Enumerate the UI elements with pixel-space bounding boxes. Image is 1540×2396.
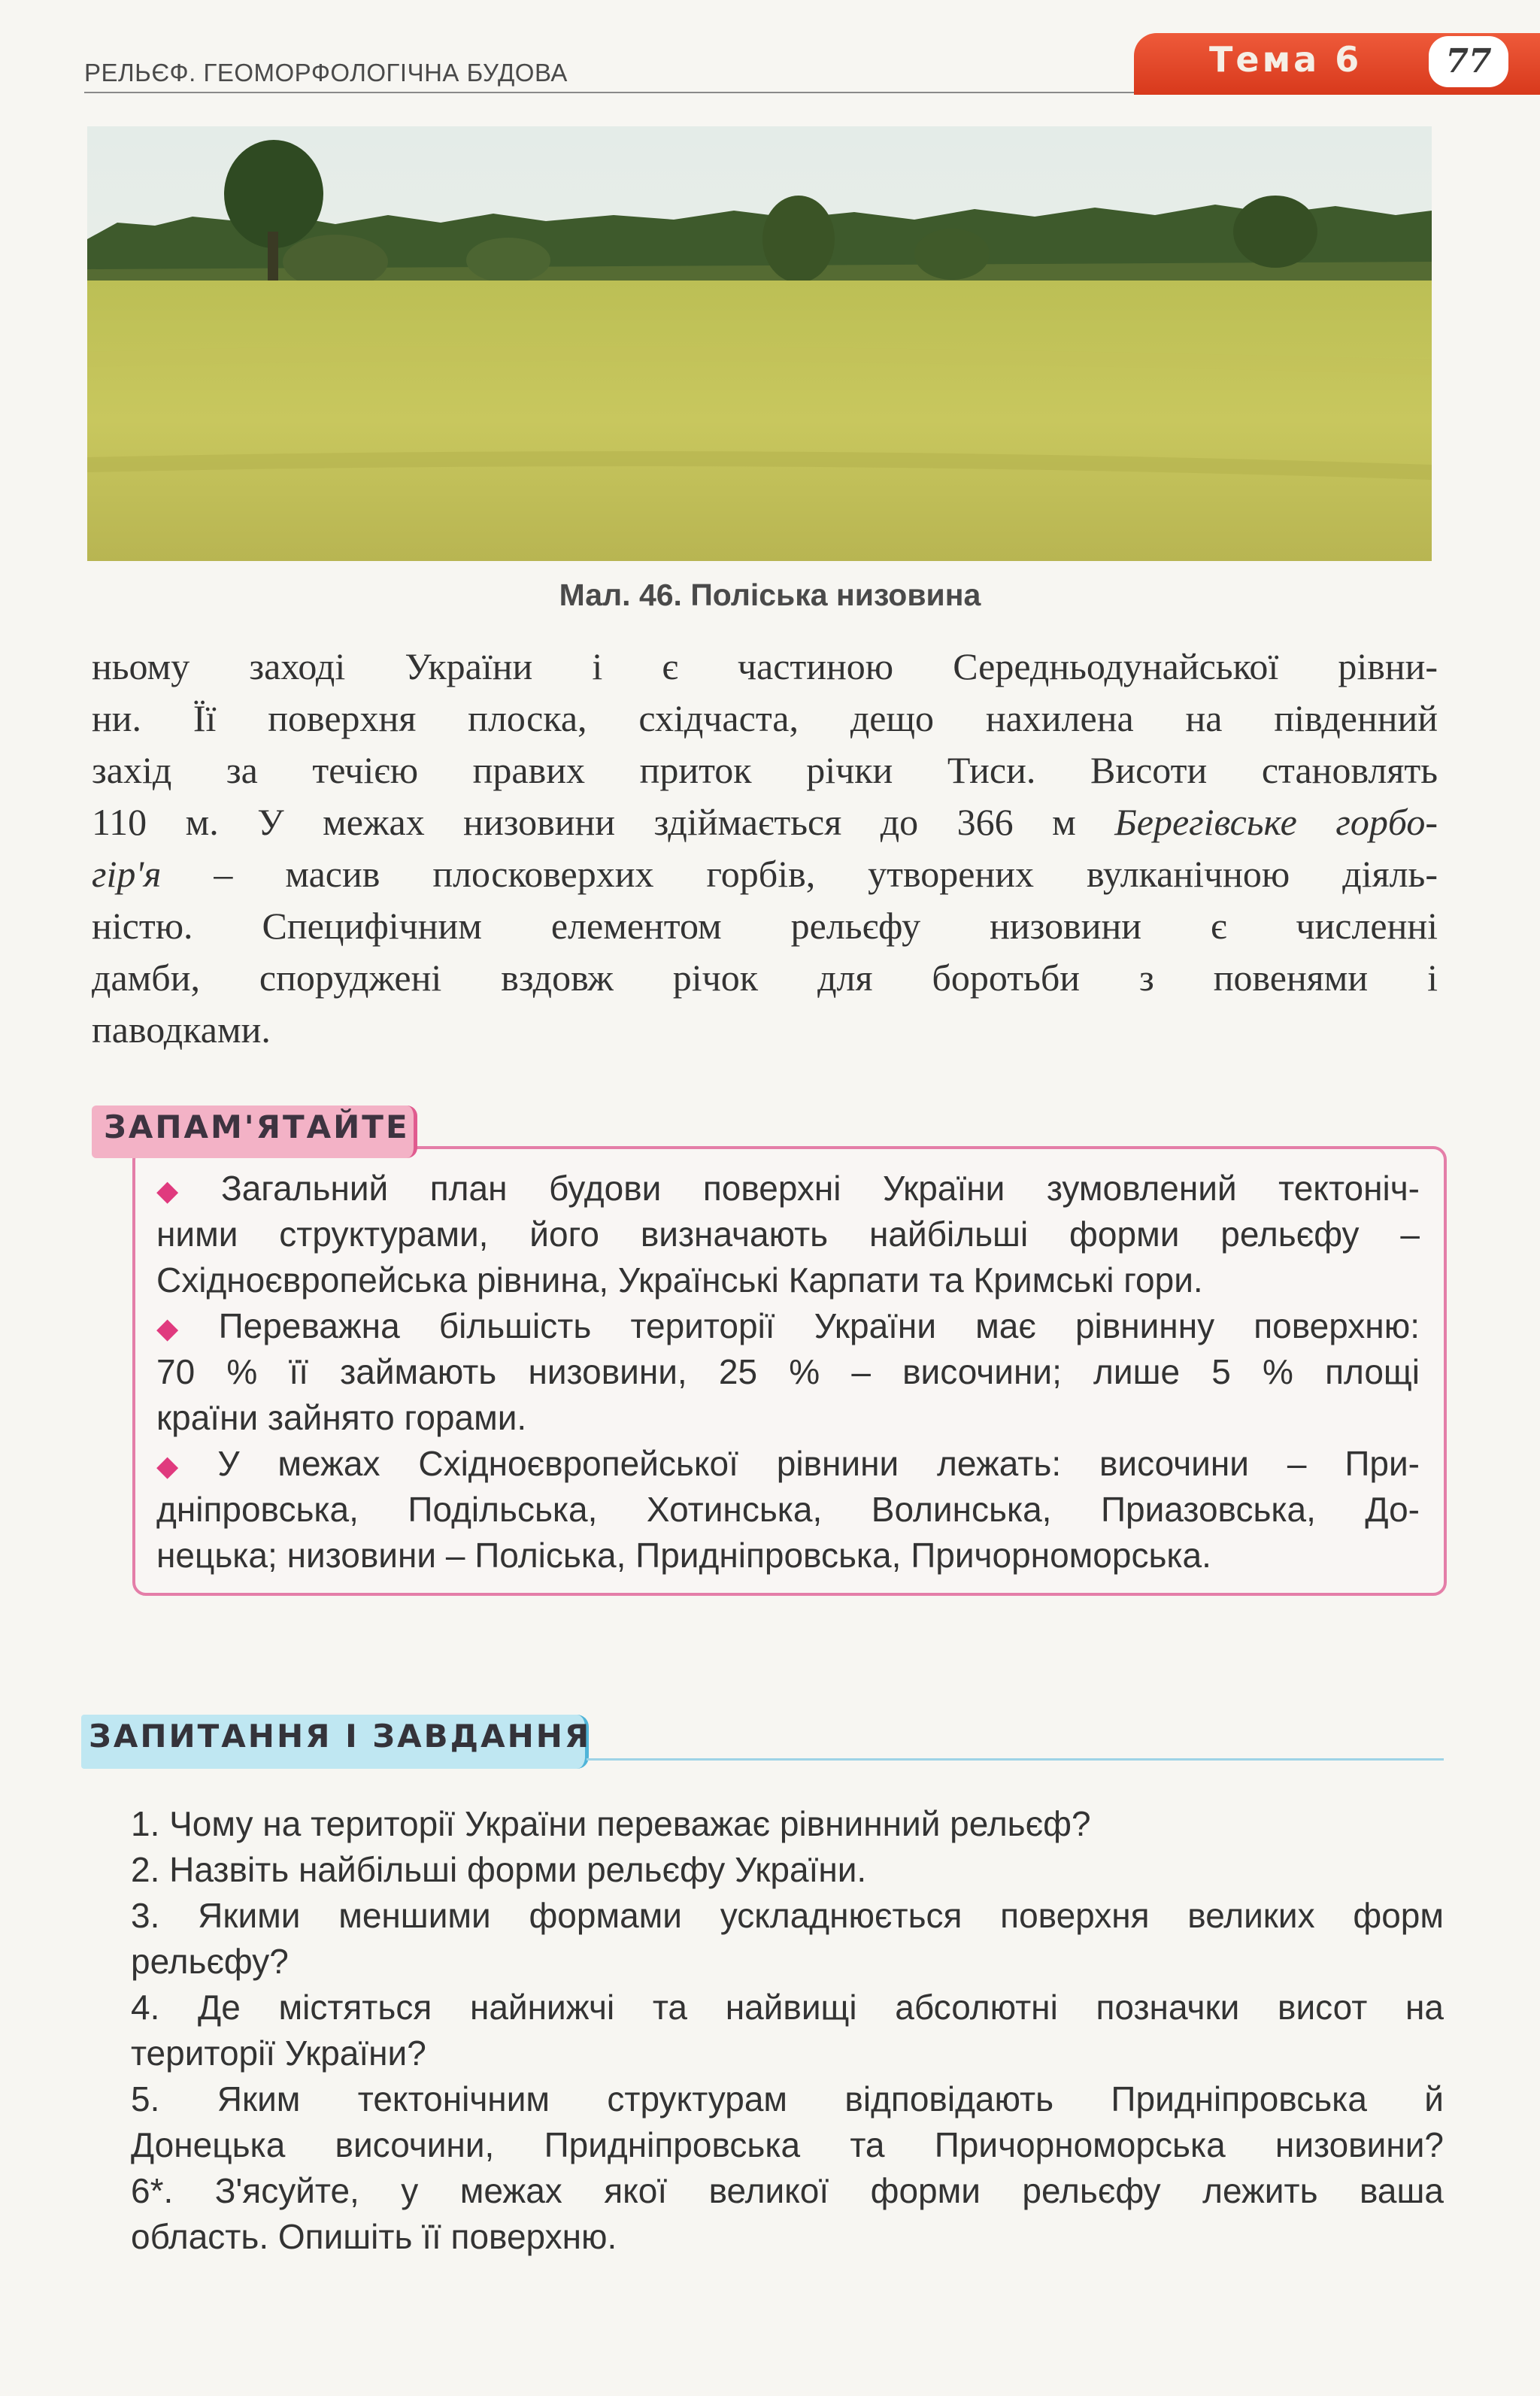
- paragraph-line: дамби, споруджені вздовж річок для боротьби з повенями і: [92, 957, 1438, 999]
- remember-title: ЗАПАМ'ЯТАЙТЕ: [104, 1109, 410, 1145]
- page-number: 77: [1429, 36, 1508, 87]
- question-line: 1. Чому на території України переважає рівнинний рельєф?: [131, 1804, 1091, 1843]
- paragraph-line: захід за течією правих приток річки Тиси. Висоти становлять: [92, 749, 1438, 791]
- remember-line: 70 % її займають низовини, 25 % – височини; лише 5 % площі: [156, 1352, 1420, 1391]
- paragraph-text: 110 м. У межах низовини здіймається до 366 м: [92, 801, 1115, 843]
- questions-rule: [587, 1758, 1444, 1761]
- question-line: Донецька височини, Придніпровська та Причорноморська низовини?: [131, 2125, 1444, 2164]
- question-line: область. Опишіть її поверхню.: [131, 2217, 617, 2256]
- remember-line: дніпровська, Подільська, Хотинська, Волинська, Приазовська, До-: [156, 1490, 1420, 1529]
- question-line: 4. Де містяться найнижчі та найвищі абсолютні позначки висот на: [131, 1988, 1444, 2027]
- remember-line: Східноєвропейська рівнина, Українські Карпати та Кримські гори.: [156, 1260, 1203, 1300]
- remember-line: країни зайнято горами.: [156, 1398, 527, 1437]
- topic-label: Тема 6: [1209, 39, 1363, 80]
- remember-line: ◆ Загальний план будови поверхні України зумовлений тектоніч-: [156, 1169, 1420, 1208]
- paragraph-line: ністю. Специфічним елементом рельєфу низовини є численні: [92, 905, 1438, 947]
- paragraph-line: ньому заході України і є частиною Середньодунайської рівни-: [92, 645, 1438, 687]
- diamond-bullet-icon: ◆: [156, 1313, 208, 1345]
- question-line: території України?: [131, 2034, 426, 2073]
- body-paragraph: [92, 641, 1438, 1056]
- question-line: 2. Назвіть найбільші форми рельєфу України.: [131, 1850, 867, 1889]
- lowland-photo: [87, 126, 1432, 561]
- italic-term: Берегівське горбо-: [1114, 801, 1438, 843]
- questions-title: ЗАПИТАННЯ І ЗАВДАННЯ: [89, 1718, 592, 1755]
- question-line: 5. Яким тектонічним структурам відповідають Придніпровська й: [131, 2079, 1444, 2118]
- italic-term: гір'я: [92, 853, 162, 895]
- question-line: рельєфу?: [131, 1942, 289, 1981]
- question-line: 3. Якими меншими формами ускладнюється поверхня великих форм: [131, 1896, 1444, 1935]
- question-line: 6*. З'ясуйте, у межах якої великої форми рельєфу лежить ваша: [131, 2171, 1444, 2210]
- running-head: РЕЛЬЄФ. ГЕОМОРФОЛОГІЧНА БУДОВА: [84, 59, 568, 86]
- remember-line: нецька; низовини – Поліська, Придніпровська, Причорноморська.: [156, 1536, 1211, 1575]
- paragraph-line: ни. Її поверхня плоска, східчаста, дещо нахилена на південний: [92, 697, 1438, 739]
- questions-list: [131, 1801, 1444, 2260]
- paragraph-line: паводками.: [92, 1008, 271, 1051]
- remember-line: ними структурами, його визначають найбільші форми рельєфу –: [156, 1215, 1420, 1254]
- paragraph-line: [92, 796, 1438, 848]
- diamond-bullet-icon: ◆: [156, 1175, 211, 1207]
- paragraph-line: [92, 848, 1438, 900]
- remember-list: [156, 1166, 1420, 1579]
- paragraph-text: – масив плосковерхих горбів, утворених вулканічною діяль-: [161, 853, 1438, 895]
- diamond-bullet-icon: ◆: [156, 1451, 208, 1482]
- figure-caption: Мал. 46. Поліська низовина: [559, 578, 981, 612]
- remember-line: ◆ У межах Східноєвропейської рівнини лежать: височини – При-: [156, 1444, 1420, 1483]
- remember-line: ◆ Переважна більшість території України має рівнинну поверхню:: [156, 1306, 1420, 1345]
